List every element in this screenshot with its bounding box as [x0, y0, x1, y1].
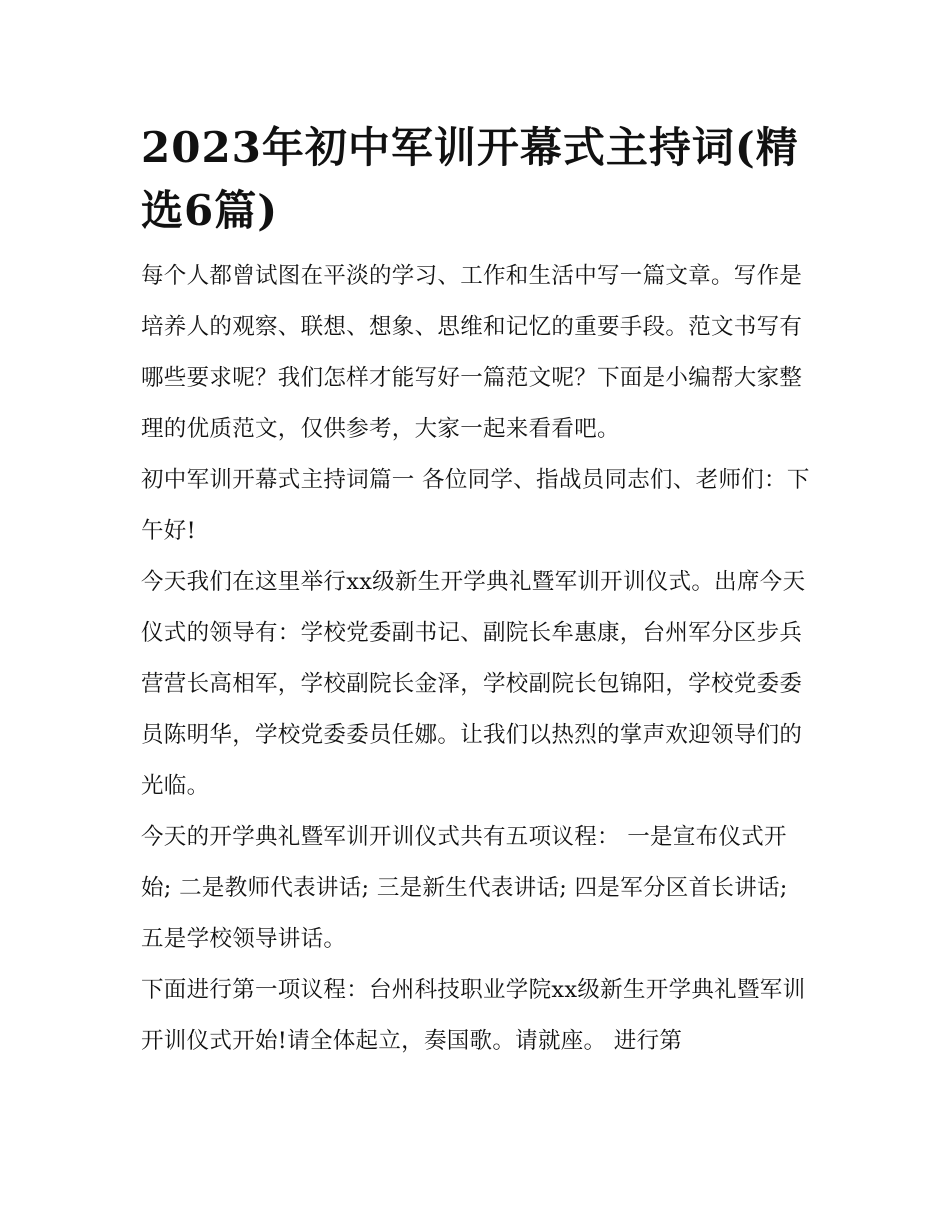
paragraph-agenda: 今天的开学典礼暨军训开训仪式共有五项议程： 一是宣布仪式开始; 二是教师代表讲话; 三是新生代表讲话; 四是军分区首长讲话; 五是学校领导讲话。	[141, 824, 788, 952]
document-page	[141, 116, 813, 1067]
paragraph-greeting: 初中军训开幕式主持词篇一 各位同学、指战员同志们、老师们：下午好!	[141, 467, 810, 544]
document-title: 2023年初中军训开幕式主持词(精选6篇)	[141, 123, 799, 235]
paragraph-intro: 每个人都曾试图在平淡的学习、工作和生活中写一篇文章。写作是培养人的观察、联想、想象、思维和记忆的重要手段。范文书写有哪些要求呢？我们怎样才能写好一篇范文呢？下面是小编帮大家整理的优质范文，仅供参考，大家一起来看看吧。	[141, 263, 803, 442]
paragraph-first-item: 下面进行第一项议程：台州科技职业学院xx级新生开学典礼暨军训开训仪式开始!请全体起立，奏国歌。请就座。 进行第	[141, 977, 806, 1054]
paragraph-ceremony: 今天我们在这里举行xx级新生开学典礼暨军训开训仪式。出席今天仪式的领导有：学校党委副书记、副院长牟惠康，台州军分区步兵营营长高相军，学校副院长金泽，学校副院长包锦阳，学校党委委员陈明华，学校党委委员任娜。让我们以热烈的掌声欢迎领导们的光临。	[141, 569, 806, 799]
